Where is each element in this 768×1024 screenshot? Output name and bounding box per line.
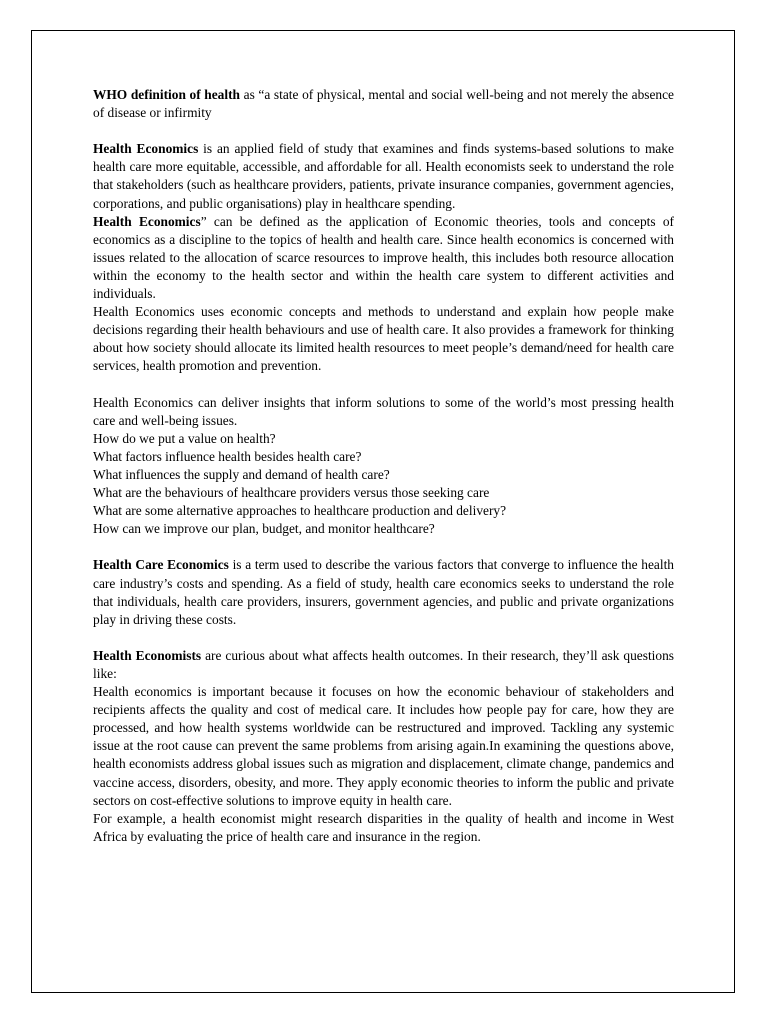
insights-paragraph: Health Economics can deliver insights that inform solutions to some of the world’s most pressing health care and well-being issues. bbox=[93, 394, 674, 428]
who-definition-term: WHO definition of health bbox=[93, 87, 241, 102]
health-economics-paragraph-3: Health Economics uses economic concepts and methods to understand and explain how people make decisions regarding their health behaviours and use of health care. It also provides a framework for thinking about how society should allocate its limited health resources to meet people’s demand/need for health care services, health promotion and prevention. bbox=[93, 304, 674, 374]
document-body bbox=[93, 86, 674, 846]
question-item: What factors influence health besides health care? bbox=[93, 448, 362, 464]
health-care-economics-text: is a term used to describe the various factors that converge to influence the health care industry’s costs and spending. As a field of study, health care economics seeks to understand the role that individuals, health care providers, insurers, government agencies, and public and private organizations play in driving these costs. bbox=[93, 557, 674, 627]
health-economics-text-1: is an applied field of study that examines and finds systems-based solutions to make health care more equitable, accessible, and affordable for all. Health economists seek to understand the role that stakeholders (such as healthcare providers, patients, private insurance companies, government agencies, corporations, and public organisations) play in healthcare spending. bbox=[93, 141, 674, 211]
health-economists-text: are curious about what affects health outcomes. In their research, they’ll ask questions like: bbox=[93, 647, 675, 681]
health-economists-paragraph bbox=[93, 647, 674, 683]
who-definition-paragraph bbox=[93, 86, 674, 122]
question-item: What influences the supply and demand of health care? bbox=[93, 466, 390, 482]
health-economics-paragraph-1 bbox=[93, 140, 674, 212]
health-economics-paragraph-2 bbox=[93, 213, 674, 303]
health-care-economics-term: Health Care Economics bbox=[93, 557, 229, 573]
question-item: What are the behaviours of healthcare providers versus those seeking care bbox=[93, 485, 490, 501]
example-paragraph: For example, a health economist might research disparities in the quality of health and income in West Africa by evaluating the price of health care and insurance in the region. bbox=[93, 810, 674, 844]
question-item: What are some alternative approaches to healthcare production and delivery? bbox=[93, 503, 507, 519]
question-item: How do we put a value on health? bbox=[93, 430, 276, 446]
health-economics-text-2: ” can be defined as the application of Economic theories, tools and concepts of economics as a discipline to the topics of health and health care. Since health economics is concerned with issues related to the allocation of scarce resources to improve health, this includes both resource allocation within the economy to the health sector and within the health care system to different activities and individuals. bbox=[93, 213, 674, 302]
health-economics-term-1: Health Economics bbox=[93, 141, 199, 157]
question-item: How can we improve our plan, budget, and monitor healthcare? bbox=[93, 521, 435, 537]
who-definition-text: as “a state of physical, mental and social well-being and not merely the absence of disease or infirmity bbox=[93, 87, 674, 121]
importance-paragraph: Health economics is important because it focuses on how the economic behaviour of stakeholders and recipients affects the quality and cost of medical care. It includes how people pay for care, how they are processed, and how health systems worldwide can be restructured and improved. Tackling any systemic issue at the root cause can prevent the same problems from arising again.In examining the questions above, health economists address global issues such as migration and displacement, climate change, pandemics and vaccine access, disorders, obesity, and more. They apply economic theories to inform the public and private sectors on cost-effective solutions to improve equity in health care. bbox=[93, 684, 674, 808]
health-economics-term-2: Health Economics bbox=[93, 213, 201, 229]
health-economists-term: Health Economists bbox=[93, 647, 202, 663]
health-care-economics-paragraph bbox=[93, 556, 674, 628]
